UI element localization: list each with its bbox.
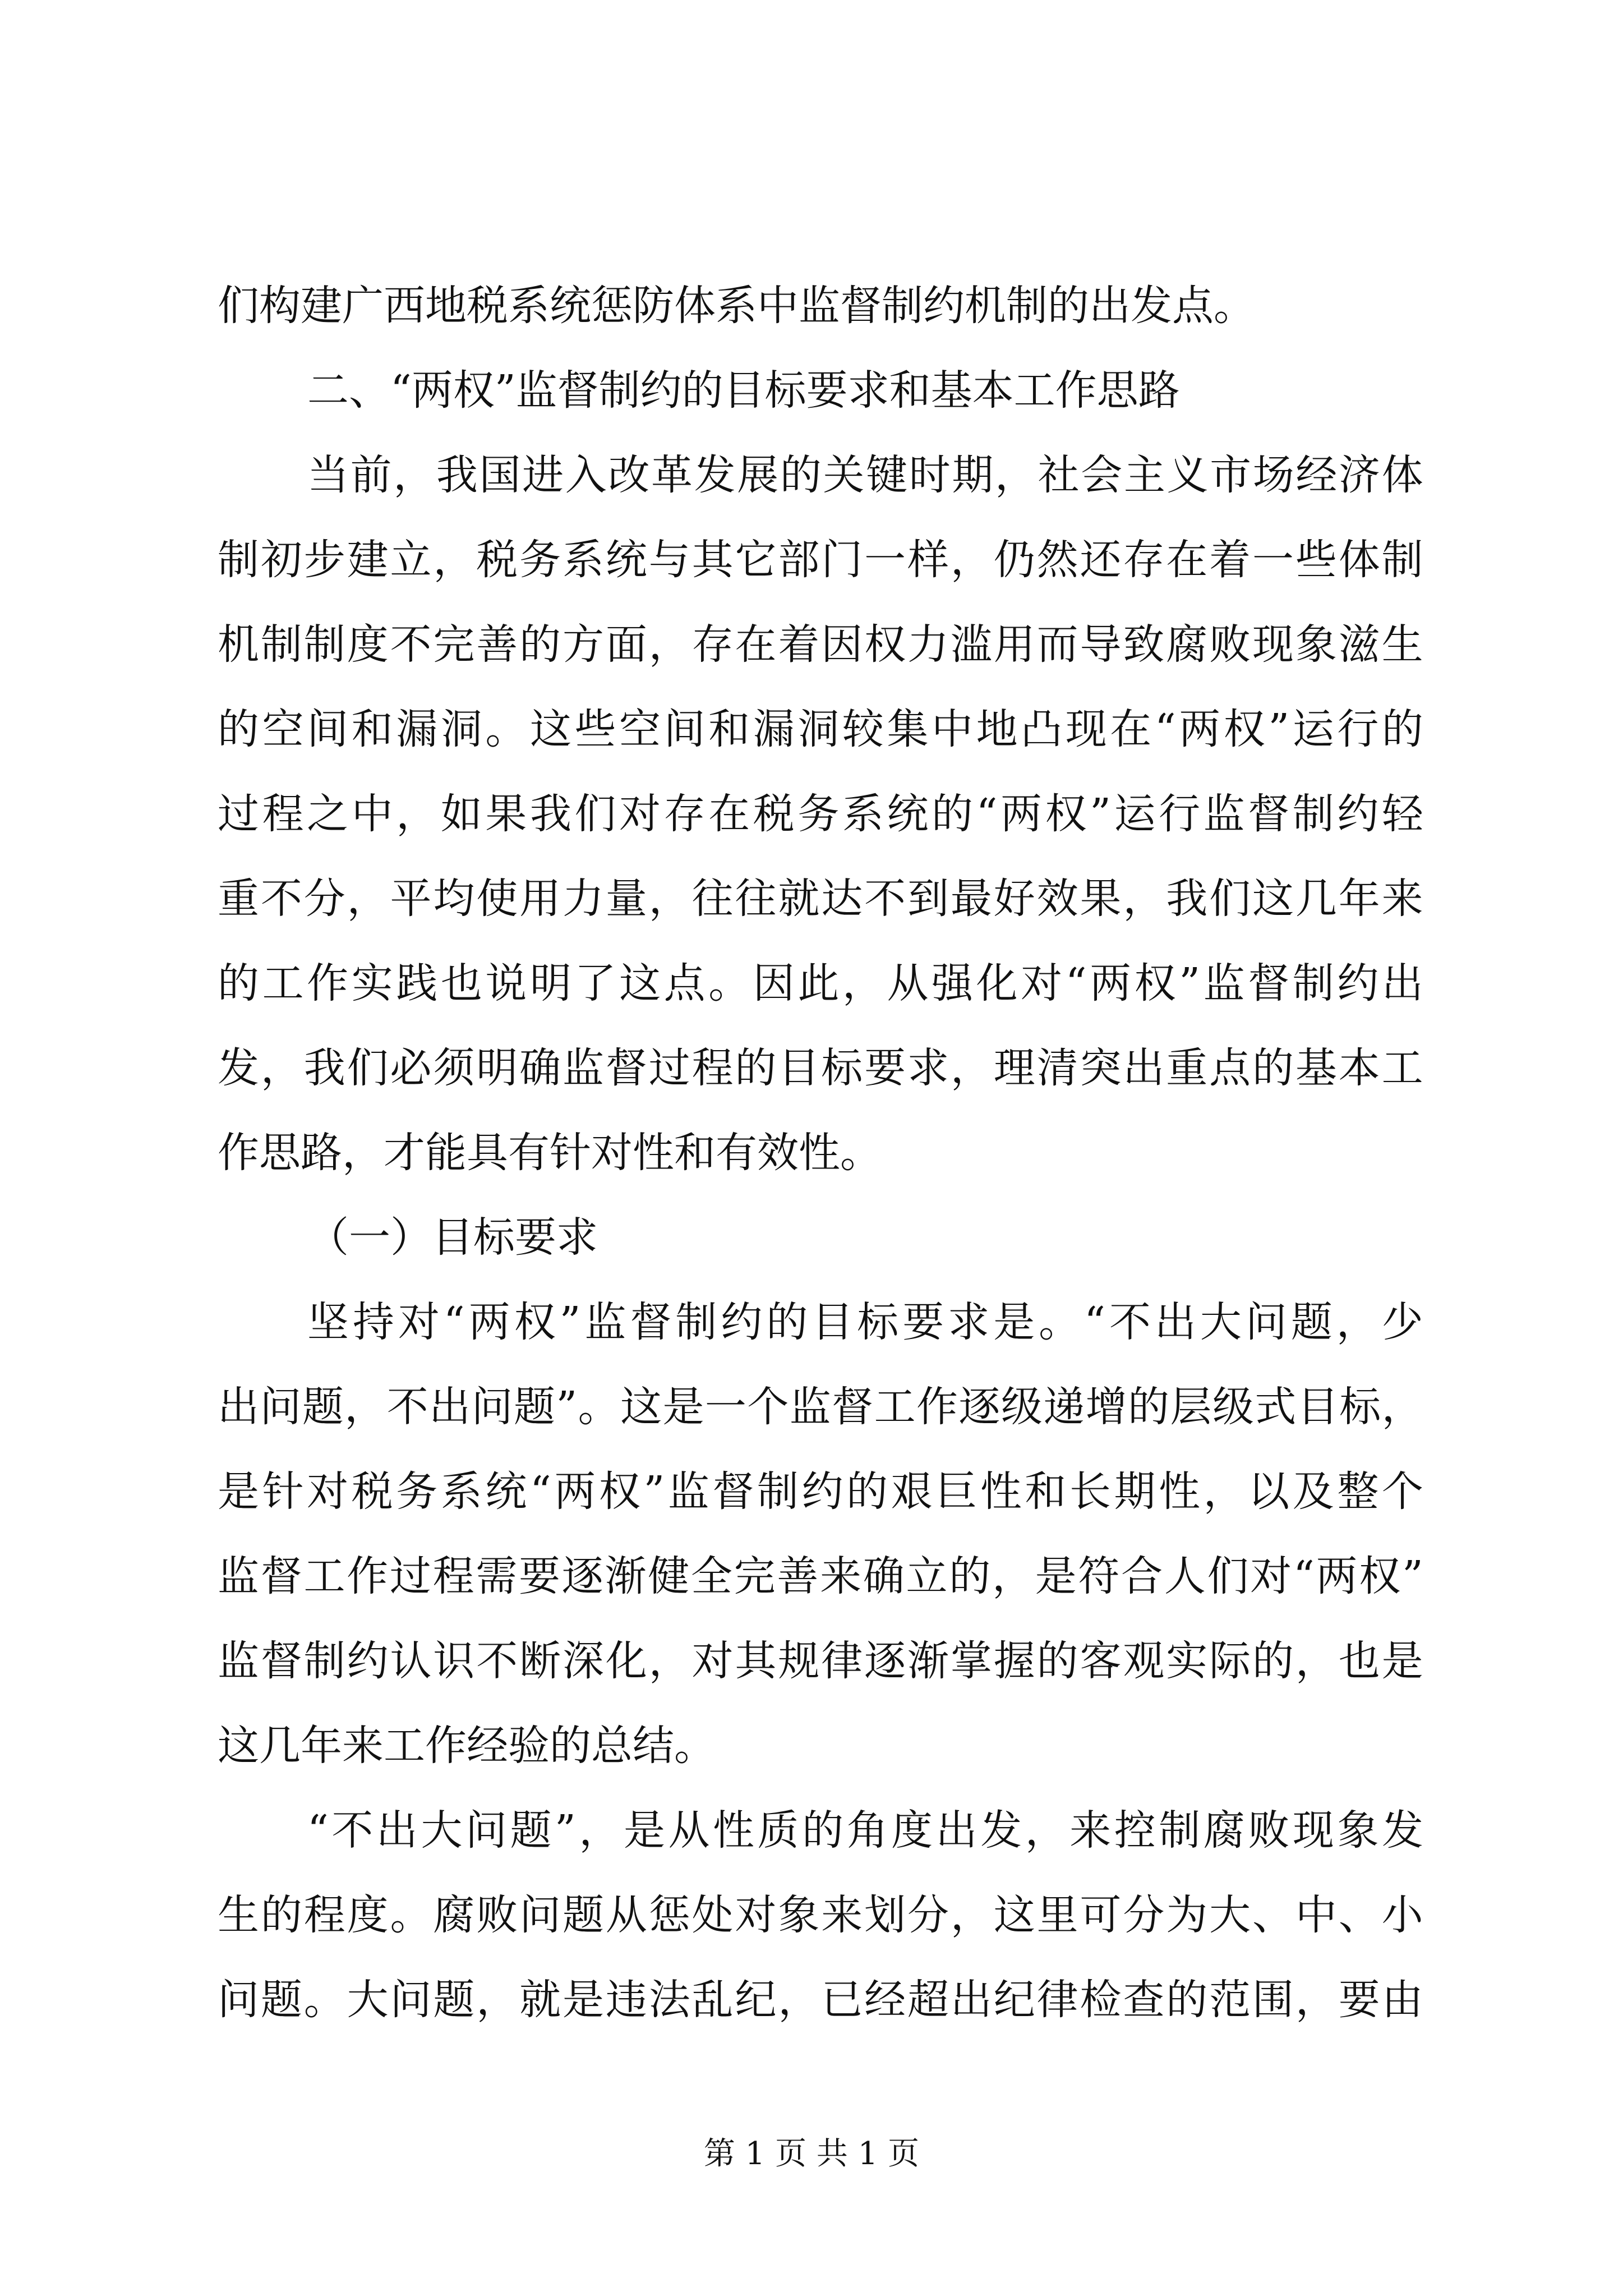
text-line: 是 针 对 税 务 系 统 “ 两 权 ” 监 督 制 约 的 艰 巨 性 和 长 期 性 ， 以 及 整 个 bbox=[218, 1467, 1423, 1516]
text-line: 作思路，才能具有针对性和有效性。 bbox=[218, 1129, 882, 1177]
text-line: 们构建广西地税系统惩防体系中监督制约机制的出发点。 bbox=[218, 282, 1255, 330]
text-line: 机 制 制 度 不 完 善 的 方 面 ， 存 在 着 因 权 力 滥 用 而 导 致 腐 败 现 象 滋 生 bbox=[218, 620, 1423, 669]
section-heading: 二、“两权”监督制约的目标要求和基本工作思路 bbox=[307, 366, 1180, 415]
text-line: 监 督 工 作 过 程 需 要 逐 渐 健 全 完 善 来 确 立 的 ， 是 符 合 人 们 对 “ 两 权 ” bbox=[218, 1552, 1423, 1600]
page-footer: 第 1 页 共 1 页 bbox=[703, 2136, 920, 2172]
document-body bbox=[218, 264, 1423, 2042]
text-line: 坚 持 对 “ 两 权 ” 监 督 制 约 的 目 标 要 求 是 。 “ 不 出 大 问 题 ， 少 bbox=[307, 1298, 1423, 1346]
text-line: 生 的 程 度 。 腐 败 问 题 从 惩 处 对 象 来 划 分 ， 这 里 可 分 为 大 、 中 、 小 bbox=[218, 1891, 1423, 1939]
text-line: 制 初 步 建 立 ， 税 务 系 统 与 其 它 部 门 一 样 ， 仍 然 还 存 在 着 一 些 体 制 bbox=[218, 536, 1423, 584]
text-line: 监 督 制 约 认 识 不 断 深 化 ， 对 其 规 律 逐 渐 掌 握 的 客 观 实 际 的 ， 也 是 bbox=[218, 1637, 1423, 1685]
text-line: 出 问 题 ， 不 出 问 题 ” 。 这 是 一 个 监 督 工 作 逐 级 递 增 的 层 级 式 目 标 ， bbox=[218, 1383, 1423, 1431]
text-line: 的 工 作 实 践 也 说 明 了 这 点 。 因 此 ， 从 强 化 对 “ 两 权 ” 监 督 制 约 出 bbox=[218, 959, 1423, 1007]
text-line: 的 空 间 和 漏 洞 。 这 些 空 间 和 漏 洞 较 集 中 地 凸 现 在 “ 两 权 ” 运 行 的 bbox=[218, 705, 1423, 753]
text-line: 问 题 。 大 问 题 ， 就 是 违 法 乱 纪 ， 已 经 超 出 纪 律 检 查 的 范 围 ， 要 由 bbox=[218, 1976, 1423, 2024]
text-line: 发 ， 我 们 必 须 明 确 监 督 过 程 的 目 标 要 求 ， 理 清 突 出 重 点 的 基 本 工 bbox=[218, 1044, 1423, 1092]
text-line: 当 前 ， 我 国 进 入 改 革 发 展 的 关 键 时 期 ， 社 会 主 义 市 场 经 济 体 bbox=[307, 451, 1423, 499]
text-line: 这几年来工作经验的总结。 bbox=[218, 1722, 716, 1770]
subsection-heading: （一）目标要求 bbox=[307, 1213, 598, 1262]
text-line: 过 程 之 中 ， 如 果 我 们 对 存 在 税 务 系 统 的 “ 两 权 ” 运 行 监 督 制 约 轻 bbox=[218, 790, 1423, 838]
text-line: 重 不 分 ， 平 均 使 用 力 量 ， 往 往 就 达 不 到 最 好 效 果 ， 我 们 这 几 年 来 bbox=[218, 875, 1423, 923]
text-line: “ 不 出 大 问 题 ” ， 是 从 性 质 的 角 度 出 发 ， 来 控 制 腐 败 现 象 发 bbox=[307, 1806, 1423, 1855]
